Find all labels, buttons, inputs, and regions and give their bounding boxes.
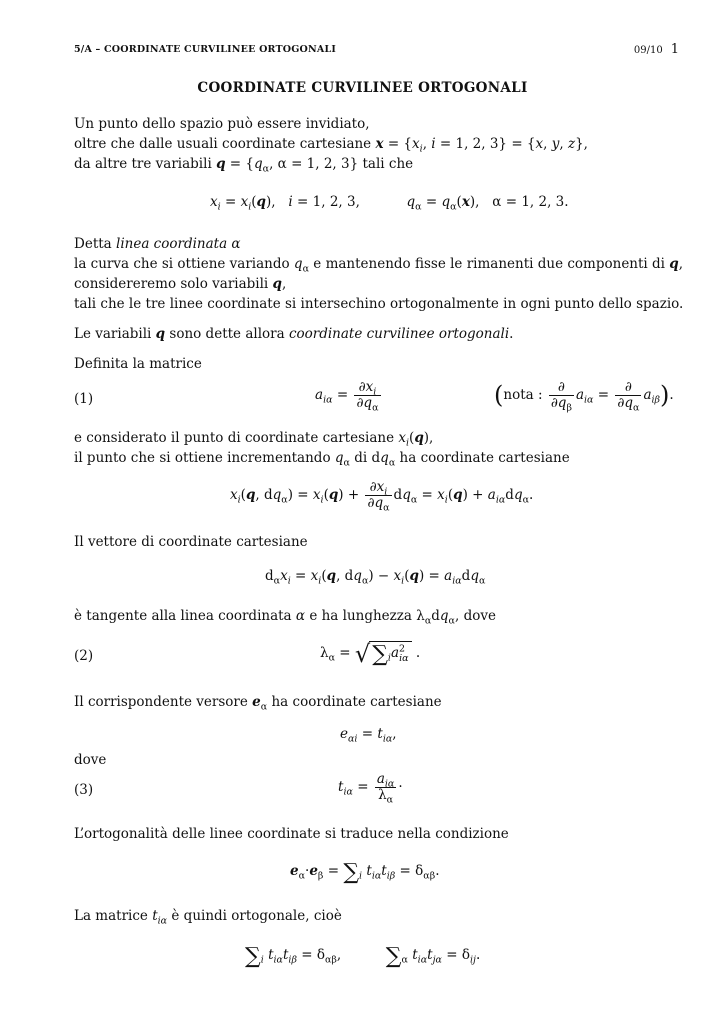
paragraph-intro: Un punto dello spazio può essere invidiato, oltre che dalle usuali coordinate cartesiane $x = \{x_i$, i = 1, 2, 3} = {x, y, z}, da altre tre variabili $q = \{q_\alpha$, α = 1, 2, 3} tali che (74, 116, 588, 175)
paragraph-matrix: Definita la matrice (74, 356, 202, 372)
eq-number-3: (3) (74, 782, 94, 798)
paragraph-versor: Il corrispondente versore $e_\alpha$ ha coordinate cartesiane (74, 694, 442, 713)
paragraph-dove: dove (74, 752, 107, 768)
paragraph-increment: e considerato il punto di coordinate cartesiane $x_i(q)$, il punto che si ottiene incrementando $q_\alpha$ di $dq_\alpha$ ha coordinate cartesiane (74, 430, 570, 469)
paragraph-coordinate-line: Detta linea coordinata α la curva che si ottiene variando $q_\alpha$ e mantenendo fisse le rimanenti due componenti di q, considereremo solo variabili q, tali che le tre linee coordinate si intersechino ortogonalmente in ogni punto dello spazio. (74, 236, 684, 312)
paragraph-orthogonal-matrix: La matrice $t_{i\alpha}$ è quindi ortogonale, cioè (74, 908, 342, 927)
eq-number-2: (2) (74, 648, 94, 664)
equation-orthogonality: $e_\alpha\cdot e_\beta = \sum_i$ $t_{i\alpha}t_{i\beta} = \delta_{\alpha\beta}$. (290, 860, 440, 885)
equation-1-note: (nota : $\frac{\partial}{\partial q_\beta}$ $a_{i\alpha}$ = $\frac{\partial}{\partial q_\alpha}$ $a_{i\beta}$). (494, 379, 674, 414)
header-right (634, 42, 679, 57)
paragraph-vector: Il vettore di coordinate cartesiane (74, 534, 308, 550)
paragraph-definition: Le variabili q sono dette allora coordinate curvilinee ortogonali. (74, 326, 514, 342)
page-number: 1 (670, 42, 679, 57)
header-title: 5/A – COORDINATE CURVILINEE ORTOGONALI (74, 44, 336, 55)
equation-orthogonal-relations: $\sum_i$ $t_{i\alpha}t_{i\beta} = \delta_{\alpha\beta}$, $\sum_\alpha$ $t_{i\alpha}t_{j\alpha} = \delta_{ij}$. (245, 944, 481, 969)
section-title: COORDINATE CURVILINEE ORTOGONALI (197, 80, 528, 96)
equation-increment: $x_i(q$, $dq_\alpha) = x_i(q)$ + $\frac{\partial x_i}{\partial q_\alpha}$ $dq_\alpha = x_i(q) + a_{i\alpha}dq_\alpha$. (230, 479, 534, 514)
paragraph-orthogonality: L’ortogonalità delle linee coordinate si traduce nella condizione (74, 826, 509, 842)
equation-versor: $e_{\alpha i} = t_{i\alpha}$, (340, 726, 397, 745)
header-date: 09/10 (633, 45, 663, 56)
equation-1: $a_{i\alpha}$ = $\frac{\partial x_i}{\partial q_\alpha}$ (315, 379, 379, 414)
eq-number-1: (1) (74, 391, 94, 407)
paragraph-tangent: è tangente alla linea coordinata α e ha lunghezza $\lambda_\alpha dq_\alpha$, dove (74, 608, 496, 627)
equation-2: $\lambda_\alpha = √\sum_ia^2_{i\alpha}$ . (320, 640, 421, 668)
equation-coords: $x_i = x_i(q)$, i = 1, 2, 3, $q_\alpha = q_\alpha(x)$, α = 1, 2, 3. (210, 194, 569, 213)
equation-displacement: $d_\alpha x_i = x_i(q$, $dq_\alpha) - x_i(q) = a_{i\alpha}dq_\alpha$ (265, 568, 486, 587)
equation-3: $t_{i\alpha}$ = $\frac{a_{i\alpha}}{\lambda_\alpha}$ · (338, 771, 403, 806)
